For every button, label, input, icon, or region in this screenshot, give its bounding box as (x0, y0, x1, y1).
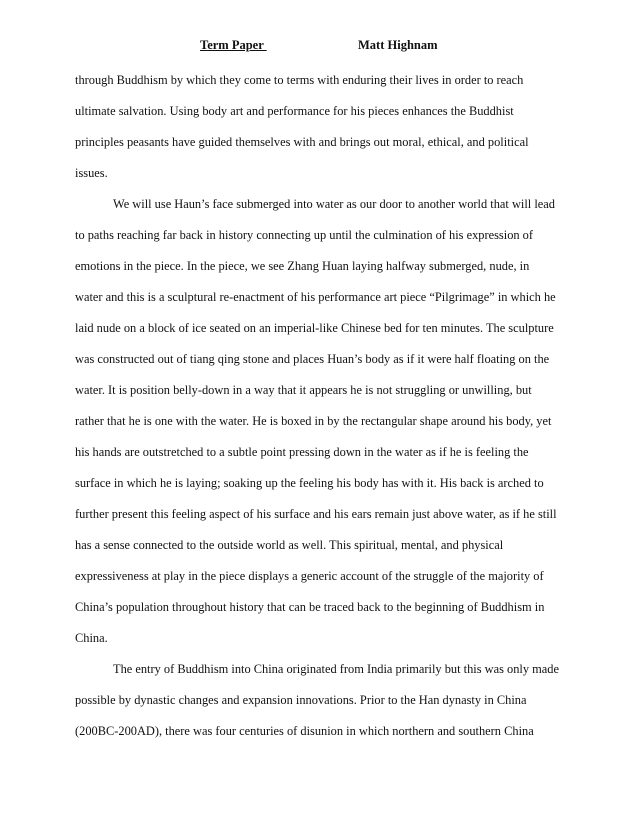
text-line: through Buddhism by which they come to terms with enduring their lives in order to reach (75, 73, 524, 87)
body-text (75, 69, 575, 751)
page-header (0, 38, 638, 56)
text-line: has a sense connected to the outside world as well. This spiritual, mental, and physical (75, 538, 504, 552)
text-line: China’s population throughout history that can be traced back to the beginning of Buddhism in (75, 600, 545, 614)
text-line: to paths reaching far back in history connecting up until the culmination of his expression of (75, 228, 533, 242)
text-line: (200BC-200AD), there was four centuries of disunion in which northern and southern China (75, 724, 534, 738)
text-line: his hands are outstretched to a subtle point pressing down in the water as if he is feeling the (75, 445, 529, 459)
text-line: ultimate salvation. Using body art and performance for his pieces enhances the Buddhist (75, 104, 514, 118)
header-author: Matt Highnam (358, 38, 438, 52)
text-line: rather that he is one with the water. He is boxed in by the rectangular shape around his body, yet (75, 414, 552, 428)
text-line: possible by dynastic changes and expansion innovations. Prior to the Han dynasty in China (75, 693, 527, 707)
text-line: water. It is position belly-down in a way that it appears he is not struggling or unwilling, but (75, 383, 532, 397)
text-line: was constructed out of tiang qing stone and places Huan’s body as if it were half floating on the (75, 352, 550, 366)
text-line: We will use Haun’s face submerged into water as our door to another world that will lead (113, 197, 555, 211)
text-line: further present this feeling aspect of his surface and his ears remain just above water, as if he still (75, 507, 557, 521)
text-line: principles peasants have guided themselves with and brings out moral, ethical, and political (75, 135, 529, 149)
text-line: surface in which he is laying; soaking up the feeling his body has with it. His back is arched to (75, 476, 544, 490)
text-line: issues. (75, 166, 108, 180)
text-line: expressiveness at play in the piece displays a generic account of the struggle of the majority of (75, 569, 544, 583)
header-title: Term Paper (200, 38, 267, 52)
text-line: water and this is a sculptural re-enactment of his performance art piece “Pilgrimage” in which he (75, 290, 556, 304)
text-line: laid nude on a block of ice seated on an imperial-like Chinese bed for ten minutes. The sculpture (75, 321, 554, 335)
text-line: emotions in the piece. In the piece, we see Zhang Huan laying halfway submerged, nude, in (75, 259, 530, 273)
text-line: The entry of Buddhism into China originated from India primarily but this was only made (113, 662, 559, 676)
text-line: China. (75, 631, 108, 645)
